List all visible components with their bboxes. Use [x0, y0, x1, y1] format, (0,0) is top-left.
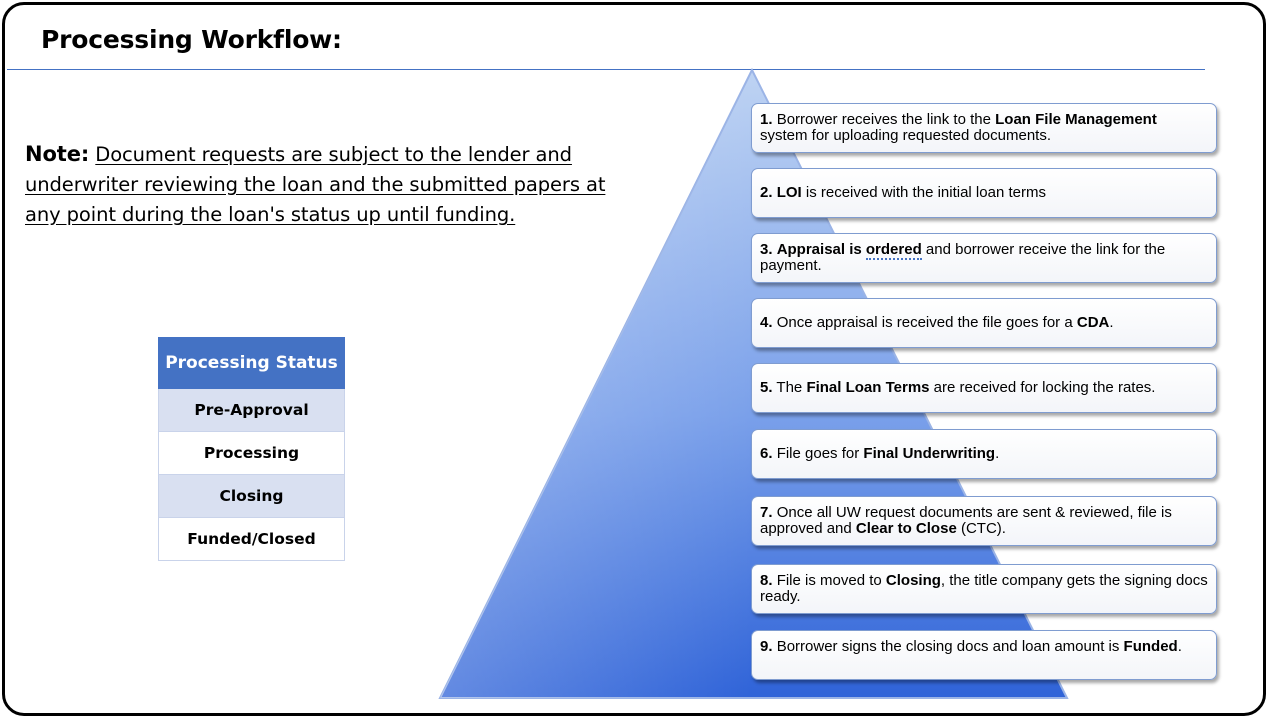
step-3-text-bold-2: ordered: [865, 241, 922, 258]
step-6-text-bold: Final Underwriting: [863, 445, 996, 462]
step-7-text-a: Once all UW request documents are sent & reviewed, file is approved and: [760, 504, 1172, 537]
step-7-text-bold: Clear to Close: [855, 520, 957, 537]
step-9-text-a: Borrower signs the closing docs and loan amount is: [776, 638, 1124, 655]
status-row-closing: Closing: [159, 475, 345, 518]
step-3-text-c: and borrower receive the link for the payment.: [760, 241, 1166, 274]
step-1-text-c: system for uploading requested documents.: [760, 127, 1051, 144]
step-6-number: 6.: [760, 445, 773, 462]
step-9-text-bold: Funded: [1123, 638, 1178, 655]
workflow-step-5: [751, 363, 1217, 413]
step-1-text-a: Borrower receives the link to the: [776, 111, 996, 128]
step-7-number: 7.: [760, 504, 773, 521]
workflow-step-7: [751, 496, 1217, 546]
step-3-text-bold: Appraisal is: [776, 241, 866, 258]
step-4-text-a: Once appraisal is received the file goes for a: [776, 314, 1077, 331]
step-6-text-c: .: [995, 445, 1000, 462]
step-5-number: 5.: [760, 379, 773, 396]
step-6-text-a: File goes for: [776, 445, 864, 462]
status-row-funded-closed: Funded/Closed: [159, 518, 345, 561]
page-title: Processing Workflow:: [41, 25, 342, 54]
workflow-step-4: [751, 298, 1217, 348]
step-5-text-a: The: [776, 379, 807, 396]
step-8-text-bold: Closing: [885, 572, 941, 589]
step-1-number: 1.: [760, 111, 773, 128]
step-1-text-bold: Loan File Management: [995, 111, 1157, 128]
workflow-step-3: [751, 233, 1217, 283]
workflow-step-9: [751, 630, 1217, 680]
step-5-text-c: are received for locking the rates.: [929, 379, 1156, 396]
step-4-text-bold: CDA: [1076, 314, 1110, 331]
workflow-step-1: [751, 103, 1217, 153]
step-8-text-a: File is moved to: [776, 572, 886, 589]
step-9-text-c: .: [1177, 638, 1182, 655]
step-8-text-c: , the title company gets the signing docs ready.: [760, 572, 1208, 605]
workflow-step-6: [751, 429, 1217, 479]
step-2-text-bold: LOI: [776, 184, 802, 201]
step-8-number: 8.: [760, 572, 773, 589]
workflow-step-8: [751, 564, 1217, 614]
note-label: Note:: [25, 142, 90, 166]
step-5-text-bold: Final Loan Terms: [806, 379, 930, 396]
step-3-number: 3.: [760, 241, 773, 258]
workflow-step-2: [751, 168, 1217, 218]
step-2-text-c: is received with the initial loan terms: [801, 184, 1046, 201]
note-text: Document requests are subject to the lender and underwriter reviewing the loan and the submitted papers at any point during the loan's status up until funding.: [25, 143, 606, 226]
status-row-pre-approval: Pre-Approval: [159, 389, 345, 432]
status-row-processing: Processing: [159, 432, 345, 475]
step-4-text-c: .: [1109, 314, 1114, 331]
status-table-header: Processing Status: [159, 338, 345, 389]
step-7-text-c: (CTC).: [956, 520, 1006, 537]
step-9-number: 9.: [760, 638, 773, 655]
step-2-number: 2.: [760, 184, 773, 201]
step-4-number: 4.: [760, 314, 773, 331]
